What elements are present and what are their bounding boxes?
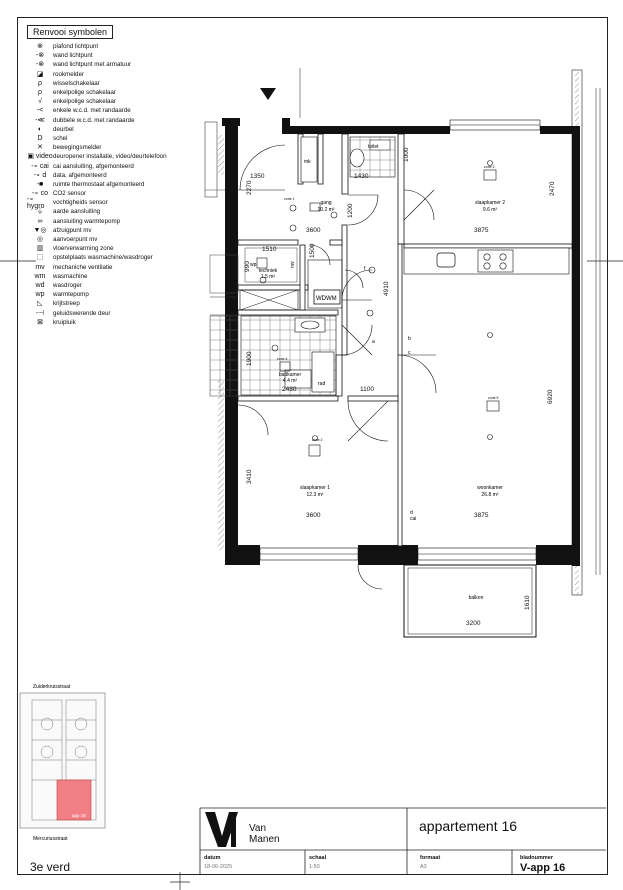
- street-top-label: Zuiderkruisstraat: [33, 684, 71, 690]
- legend-item-label: aarde aansluiting: [53, 208, 101, 216]
- schaal-label: schaal: [309, 855, 327, 861]
- street-bottom-label: Mercuriusstraat: [33, 836, 68, 842]
- label-c: c: [408, 350, 411, 356]
- formaat-value: A3: [420, 864, 427, 870]
- legend-symbol-icon: √: [38, 98, 42, 106]
- dim-3875a: 3875: [474, 227, 489, 234]
- legend-symbol-icon: ∞: [37, 217, 43, 225]
- dim-3875b: 3875: [474, 512, 489, 519]
- label-cai: cai: [410, 516, 417, 522]
- label-rad: rad: [318, 381, 326, 387]
- legend-symbol-icon: ✕: [37, 144, 43, 152]
- legend-title: Renvooi symbolen: [27, 25, 113, 39]
- legend-item-label: mechaniche ventilatie: [53, 263, 113, 271]
- zone-label-gang: zone 1: [284, 197, 295, 201]
- legend-symbol-icon: mv: [35, 263, 45, 271]
- legend-item-label: aansluiting warmtepomp: [53, 217, 121, 225]
- legend-item-label: wand lichtpunt met armatuur: [53, 61, 132, 69]
- dim-2430: 2430: [282, 386, 297, 393]
- dim-1000: 1000: [403, 147, 410, 162]
- label-wdwm: WDWM: [316, 296, 337, 302]
- legend-symbol-icon: -∘ hygro: [27, 195, 45, 210]
- label-f: f: [364, 266, 366, 272]
- legend-symbol-icon: ρ: [38, 89, 42, 97]
- floor-label: 3e verd: [30, 860, 71, 874]
- dim-1500: 1500: [309, 243, 316, 258]
- keyplan-highlight-label: app 16: [72, 813, 86, 818]
- legend-symbol-icon: ◺: [37, 300, 43, 308]
- legend-item-label: enkele w.c.d. met randaarde: [53, 107, 131, 115]
- legend-symbol-icon: ⏚: [36, 208, 44, 216]
- schaal-value: 1:50: [309, 864, 320, 870]
- label-b: b: [408, 336, 411, 342]
- room-name-slaapkamer2: slaapkamer 2: [474, 200, 506, 206]
- legend-symbol-icon: -<: [36, 107, 44, 115]
- dim-2270: 2270: [246, 180, 253, 195]
- dim-2470: 2470: [549, 181, 556, 196]
- company-name-line1: Van: [249, 823, 267, 834]
- legend-item-label: schel: [53, 134, 68, 142]
- dim-1900: 1900: [246, 351, 253, 366]
- legend-item-label: warmtepomp: [53, 291, 89, 299]
- legend-symbol-icon: D: [37, 134, 43, 142]
- legend-symbol-icon: ◎: [36, 236, 44, 244]
- legend-item-label: opstelplaats wasmachine/wasdroger: [53, 254, 153, 262]
- legend-symbol-icon: ρ: [38, 79, 42, 87]
- label-toilet: toilet: [368, 144, 379, 150]
- van-manen-logo-icon: [205, 812, 238, 847]
- room-name-gang: gang: [320, 200, 332, 206]
- legend-symbol-icon: ⬚: [36, 254, 44, 262]
- room-area-woonkamer: 26.8 m²: [481, 492, 499, 498]
- legend-item-label: enkelpolige schakelaar: [53, 89, 116, 97]
- dim-3600a: 3600: [306, 227, 321, 234]
- legend-symbol-icon: ▥: [36, 245, 44, 253]
- dim-3410: 3410: [246, 469, 253, 484]
- legend-item-label: deuropener installatie, video/deurtelefoon: [53, 153, 167, 161]
- legend-item-label: enkelpolige schakelaar: [53, 98, 116, 106]
- label-mv: mv: [290, 261, 296, 268]
- room-area-badkamer: 4.4 m²: [282, 378, 298, 384]
- legend-symbol-icon: ⊠: [37, 318, 43, 326]
- company-name-line2: Manen: [249, 834, 280, 845]
- zone-label-slaapkamer1: zone 2: [312, 438, 323, 442]
- legend-item-label: CO2 sensor: [53, 190, 87, 198]
- room-name-slaapkamer1: slaapkamer 1: [299, 485, 331, 491]
- datum-label: datum: [204, 855, 221, 861]
- room-name-badkamer: badkamer: [278, 372, 302, 378]
- legend-symbol-icon: ⊗: [37, 43, 43, 51]
- bladnummer-label: bladnummer: [520, 855, 554, 861]
- zone-label-badkamer: zone 4: [277, 357, 288, 361]
- legend-symbol-icon: -∘ cai: [31, 162, 49, 170]
- room-name-balkon: balkon: [468, 595, 484, 601]
- room-name-techniek: techniek: [258, 268, 278, 274]
- legend-item-label: ruimte thermostaat afgemonteerd: [53, 180, 145, 188]
- dim-1200: 1200: [347, 203, 354, 218]
- legend-item-label: wand lichtpunt: [53, 52, 93, 60]
- dim-1350: 1350: [250, 173, 265, 180]
- legend-symbol-icon: ▼◎: [33, 226, 47, 234]
- room-area-slaapkamer2: 9.6 m²: [482, 207, 498, 213]
- legend-item-label: dubbele w.c.d. met randaarde: [53, 116, 135, 124]
- room-area-slaapkamer1: 12.3 m²: [306, 492, 324, 498]
- legend-item-label: bewegingsmelder: [53, 144, 102, 152]
- room-name-woonkamer: woonkamer: [477, 485, 503, 491]
- company-name: [249, 823, 280, 845]
- dim-1100: 1100: [360, 386, 374, 393]
- legend-symbol-icon: -■: [36, 180, 44, 188]
- dim-990: 990: [244, 261, 251, 272]
- dim-1610: 1610: [524, 595, 531, 610]
- label-a: a: [372, 339, 375, 345]
- legend-item-label: afzuigpunt mv: [53, 226, 92, 234]
- legend-item-label: aanvoerpunt mv: [53, 236, 98, 244]
- zone-label-woonkamer: zone 5: [488, 396, 499, 400]
- legend-item-label: wasdroger: [53, 281, 82, 289]
- legend-item-label: data, afgemonteerd: [53, 171, 107, 179]
- dim-1430: 1430: [354, 173, 369, 180]
- legend-symbol-icon: wp: [35, 291, 45, 299]
- legend-item-label: plafond lichtpunt: [53, 43, 99, 51]
- legend-symbol-icon: -∘ d: [33, 171, 47, 179]
- legend-symbol-icon: -⊣: [35, 309, 45, 317]
- dim-1510: 1510: [262, 246, 277, 253]
- legend-item-label: geluidswerende deur: [53, 309, 111, 317]
- formaat-label: formaat: [420, 855, 441, 861]
- legend-item-label: rookmelder: [53, 70, 84, 78]
- dim-6920: 6920: [547, 389, 554, 404]
- bladnummer-value: V-app 16: [520, 862, 566, 874]
- dim-3600b: 3600: [306, 512, 321, 519]
- legend-symbol-icon: -⊗: [35, 52, 45, 60]
- legend-item-label: cai aansluiting, afgemonteerd: [53, 162, 134, 170]
- dim-4910: 4910: [383, 281, 390, 296]
- room-area-gang: 10.2 m²: [317, 207, 335, 213]
- legend-symbol-icon: wm: [34, 272, 46, 280]
- room-area-techniek: 1.5 m²: [260, 274, 276, 280]
- legend-symbol-icon: ◐: [37, 125, 43, 133]
- dim-3200: 3200: [466, 620, 481, 627]
- legend-item-label: wisselschakelaar: [53, 79, 100, 87]
- legend-item-label: wasmachine: [53, 272, 88, 280]
- datum-value: 18-06-2025: [204, 864, 233, 870]
- legend-symbol-icon: ◪: [36, 70, 44, 78]
- legend-symbol-icon: -≪: [35, 116, 45, 124]
- label-d: d: [410, 510, 413, 516]
- legend-item-label: krijtstreep: [53, 300, 80, 308]
- legend-item-label: vloerverwarming zone: [53, 245, 114, 253]
- legend-item-label: deurbel: [53, 125, 74, 133]
- label-meterkast: mk: [304, 159, 311, 165]
- label-wp: wp: [250, 262, 257, 268]
- legend-item-label: vochtigheids sensor: [53, 199, 108, 207]
- legend-item-label: kruipluik: [53, 318, 76, 326]
- zone-label-slaapkamer2: zone 3: [484, 165, 495, 169]
- legend-symbol-icon: ▣ video: [27, 153, 53, 161]
- drawing-title: appartement 16: [419, 818, 518, 834]
- legend-symbol-icon: -⊗: [35, 61, 45, 69]
- legend-symbol-icon: -∘ co: [31, 190, 49, 198]
- legend-symbol-icon: wd: [35, 281, 45, 289]
